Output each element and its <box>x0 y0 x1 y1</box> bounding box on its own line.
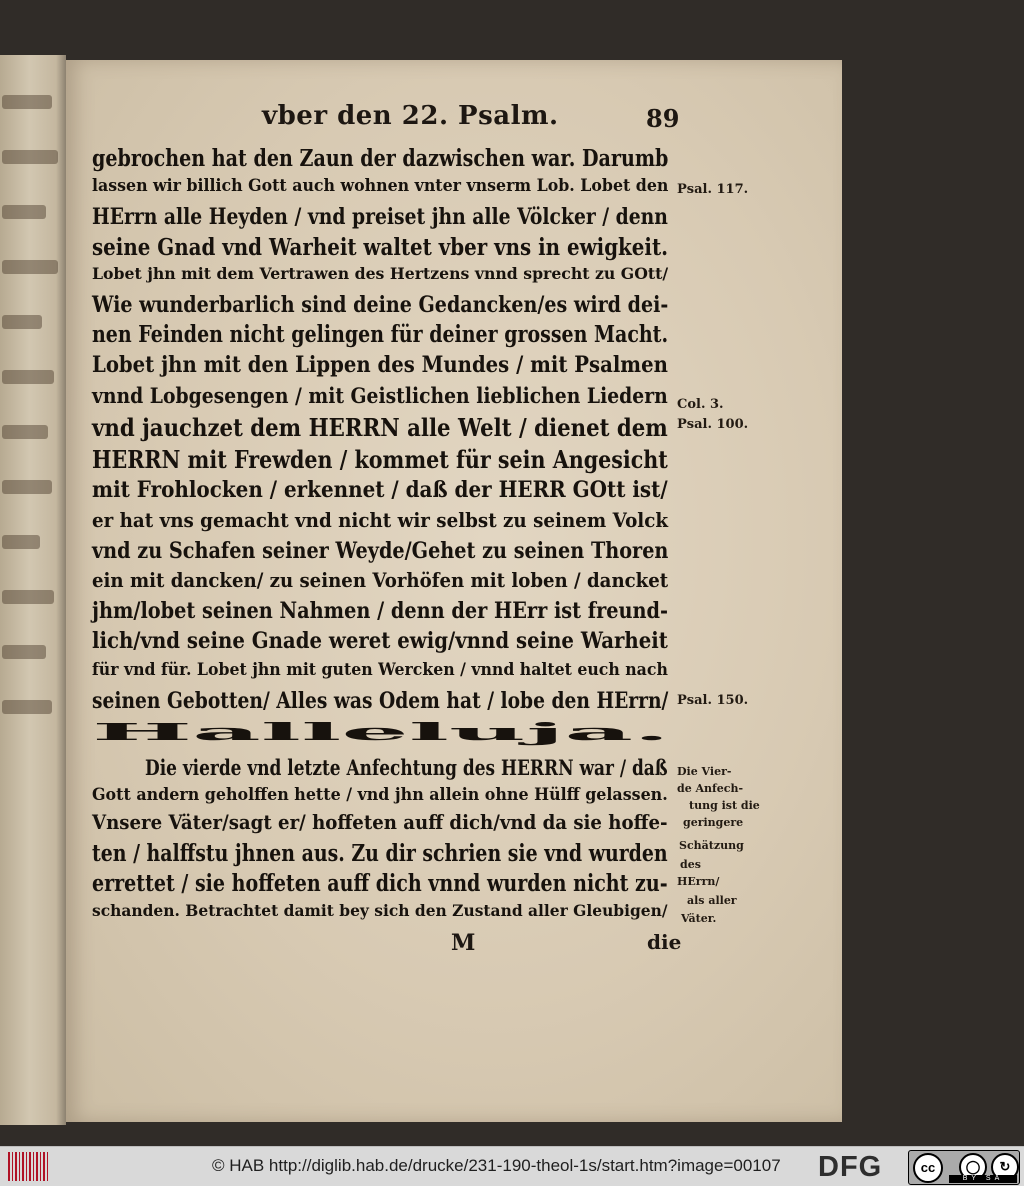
margin-note: Psal. 100. <box>677 417 749 432</box>
sa-icon: ↻ <box>991 1153 1019 1181</box>
text-line: vnd jauchzet dem HERRN alle Welt / dienet dem <box>92 413 668 442</box>
text-line: Gott andern geholffen hette / vnd jhn allein ohne Hülff gelassen. <box>92 785 668 805</box>
text-line: mit Frohlocken / erkennet / daß der HERR GOtt ist/ <box>92 477 668 503</box>
bleed-through-mark <box>2 260 58 274</box>
text-line: Lobet jhn mit dem Vertrawen des Hertzens vnnd sprecht zu GOtt/ <box>92 264 669 283</box>
margin-note: Col. 3. <box>677 397 724 412</box>
text-line: seinen Gebotten/ Alles was Odem hat / lobe den HErrn/ <box>92 688 669 714</box>
text-line: HERRN mit Frewden / kommet für sein Angesicht <box>92 445 668 474</box>
text-line: Lobet jhn mit den Lippen des Mundes / mit Psalmen <box>92 352 668 378</box>
text-line: nen Feinden nicht gelingen für deiner grossen Macht. <box>92 321 669 348</box>
text-line: jhm/lobet seinen Nahmen / denn der HErr ist freund- <box>92 598 669 624</box>
text-line: vnd zu Schafen seiner Weyde/Gehet zu seinen Thoren <box>92 538 669 564</box>
text-line: gebrochen hat den Zaun der dazwischen war. Darumb <box>92 145 669 172</box>
margin-note: als aller <box>687 894 737 907</box>
by-label: BY <box>962 1175 980 1182</box>
text-line: ein mit dancken/ zu seinen Vorhöfen mit loben / dancket <box>92 568 669 592</box>
bleed-through-mark <box>2 95 52 109</box>
margin-note: HErrn/ <box>677 875 720 888</box>
footer-bar <box>0 1146 1024 1186</box>
text-line: lassen wir billich Gott auch wohnen vnter vnserm Lob. Lobet den <box>92 176 669 196</box>
bleed-through-mark <box>2 370 54 384</box>
by-icon: ◯ <box>959 1153 987 1181</box>
bleed-through-mark <box>2 480 52 494</box>
margin-note: Väter. <box>681 912 717 925</box>
page-number: 89 <box>646 104 680 133</box>
text-line: Wie wunderbarlich sind deine Gedancken/es wird dei- <box>92 292 669 318</box>
margin-note: tung ist die <box>689 799 760 812</box>
text-line: Die vierde vnd letzte Anfechtung des HERRN war / daß <box>145 755 668 780</box>
text-line: Vnsere Väter/sagt er/ hoffeten auff dich/vnd da sie hoffe- <box>92 810 668 834</box>
attribution-link[interactable]: © HAB http://diglib.hab.de/drucke/231-190-theol-1s/start.htm?image=00107 <box>212 1156 781 1175</box>
margin-note: Schätzung <box>679 839 744 852</box>
dfg-logo[interactable]: DFG <box>818 1151 883 1183</box>
cc-icon: cc <box>913 1153 943 1183</box>
barcode-icon <box>8 1152 48 1181</box>
license-strip <box>949 1175 1017 1183</box>
margin-note: des <box>680 858 701 871</box>
text-line: schanden. Betrachtet damit bey sich den Zustand aller Gleubigen/ <box>92 901 668 920</box>
signature-mark: M <box>451 930 476 956</box>
text-line: ten / halffstu jhnen aus. Zu dir schrien sie vnd wurden <box>92 840 668 867</box>
text-line: er hat vns gemacht vnd nicht wir selbst zu seinem Volck <box>92 508 669 532</box>
bleed-through-mark <box>2 150 58 164</box>
bleed-through-mark <box>2 535 40 549</box>
bleed-through-mark <box>2 700 52 714</box>
text-line: für vnd für. Lobet jhn mit guten Wercken / vnnd haltet euch nach <box>92 660 668 680</box>
catchword: die <box>647 930 682 954</box>
margin-note: Die Vier- <box>677 765 732 778</box>
bleed-through-mark <box>2 315 42 329</box>
bleed-through-mark <box>2 590 54 604</box>
bleed-through-mark <box>2 645 46 659</box>
previous-page-edge <box>0 55 66 1125</box>
bleed-through-mark <box>2 425 48 439</box>
text-line: lich/vnd seine Gnade weret ewig/vnnd seine Warheit <box>92 628 668 654</box>
license-badge[interactable] <box>908 1150 1020 1185</box>
text-line: HErrn alle Heyden / vnd preiset jhn alle Völcker / denn <box>92 204 668 230</box>
sa-label: SA <box>985 1175 1004 1182</box>
margin-note: geringere <box>683 816 744 829</box>
text-line: Halleluja. <box>92 719 671 746</box>
margin-note: de Anfech- <box>677 782 744 795</box>
text-line: seine Gnad vnd Warheit waltet vber vns in ewigkeit. <box>92 234 669 261</box>
text-line: errettet / sie hoffeten auff dich vnnd wurden nicht zu- <box>92 870 668 897</box>
margin-note: Psal. 117. <box>677 182 749 197</box>
text-line: vnnd Lobgesengen / mit Geistlichen lieblichen Liedern <box>92 383 668 408</box>
bleed-through-mark <box>2 205 46 219</box>
running-head: vber den 22. Psalm. <box>262 101 559 131</box>
margin-note: Psal. 150. <box>677 693 749 708</box>
